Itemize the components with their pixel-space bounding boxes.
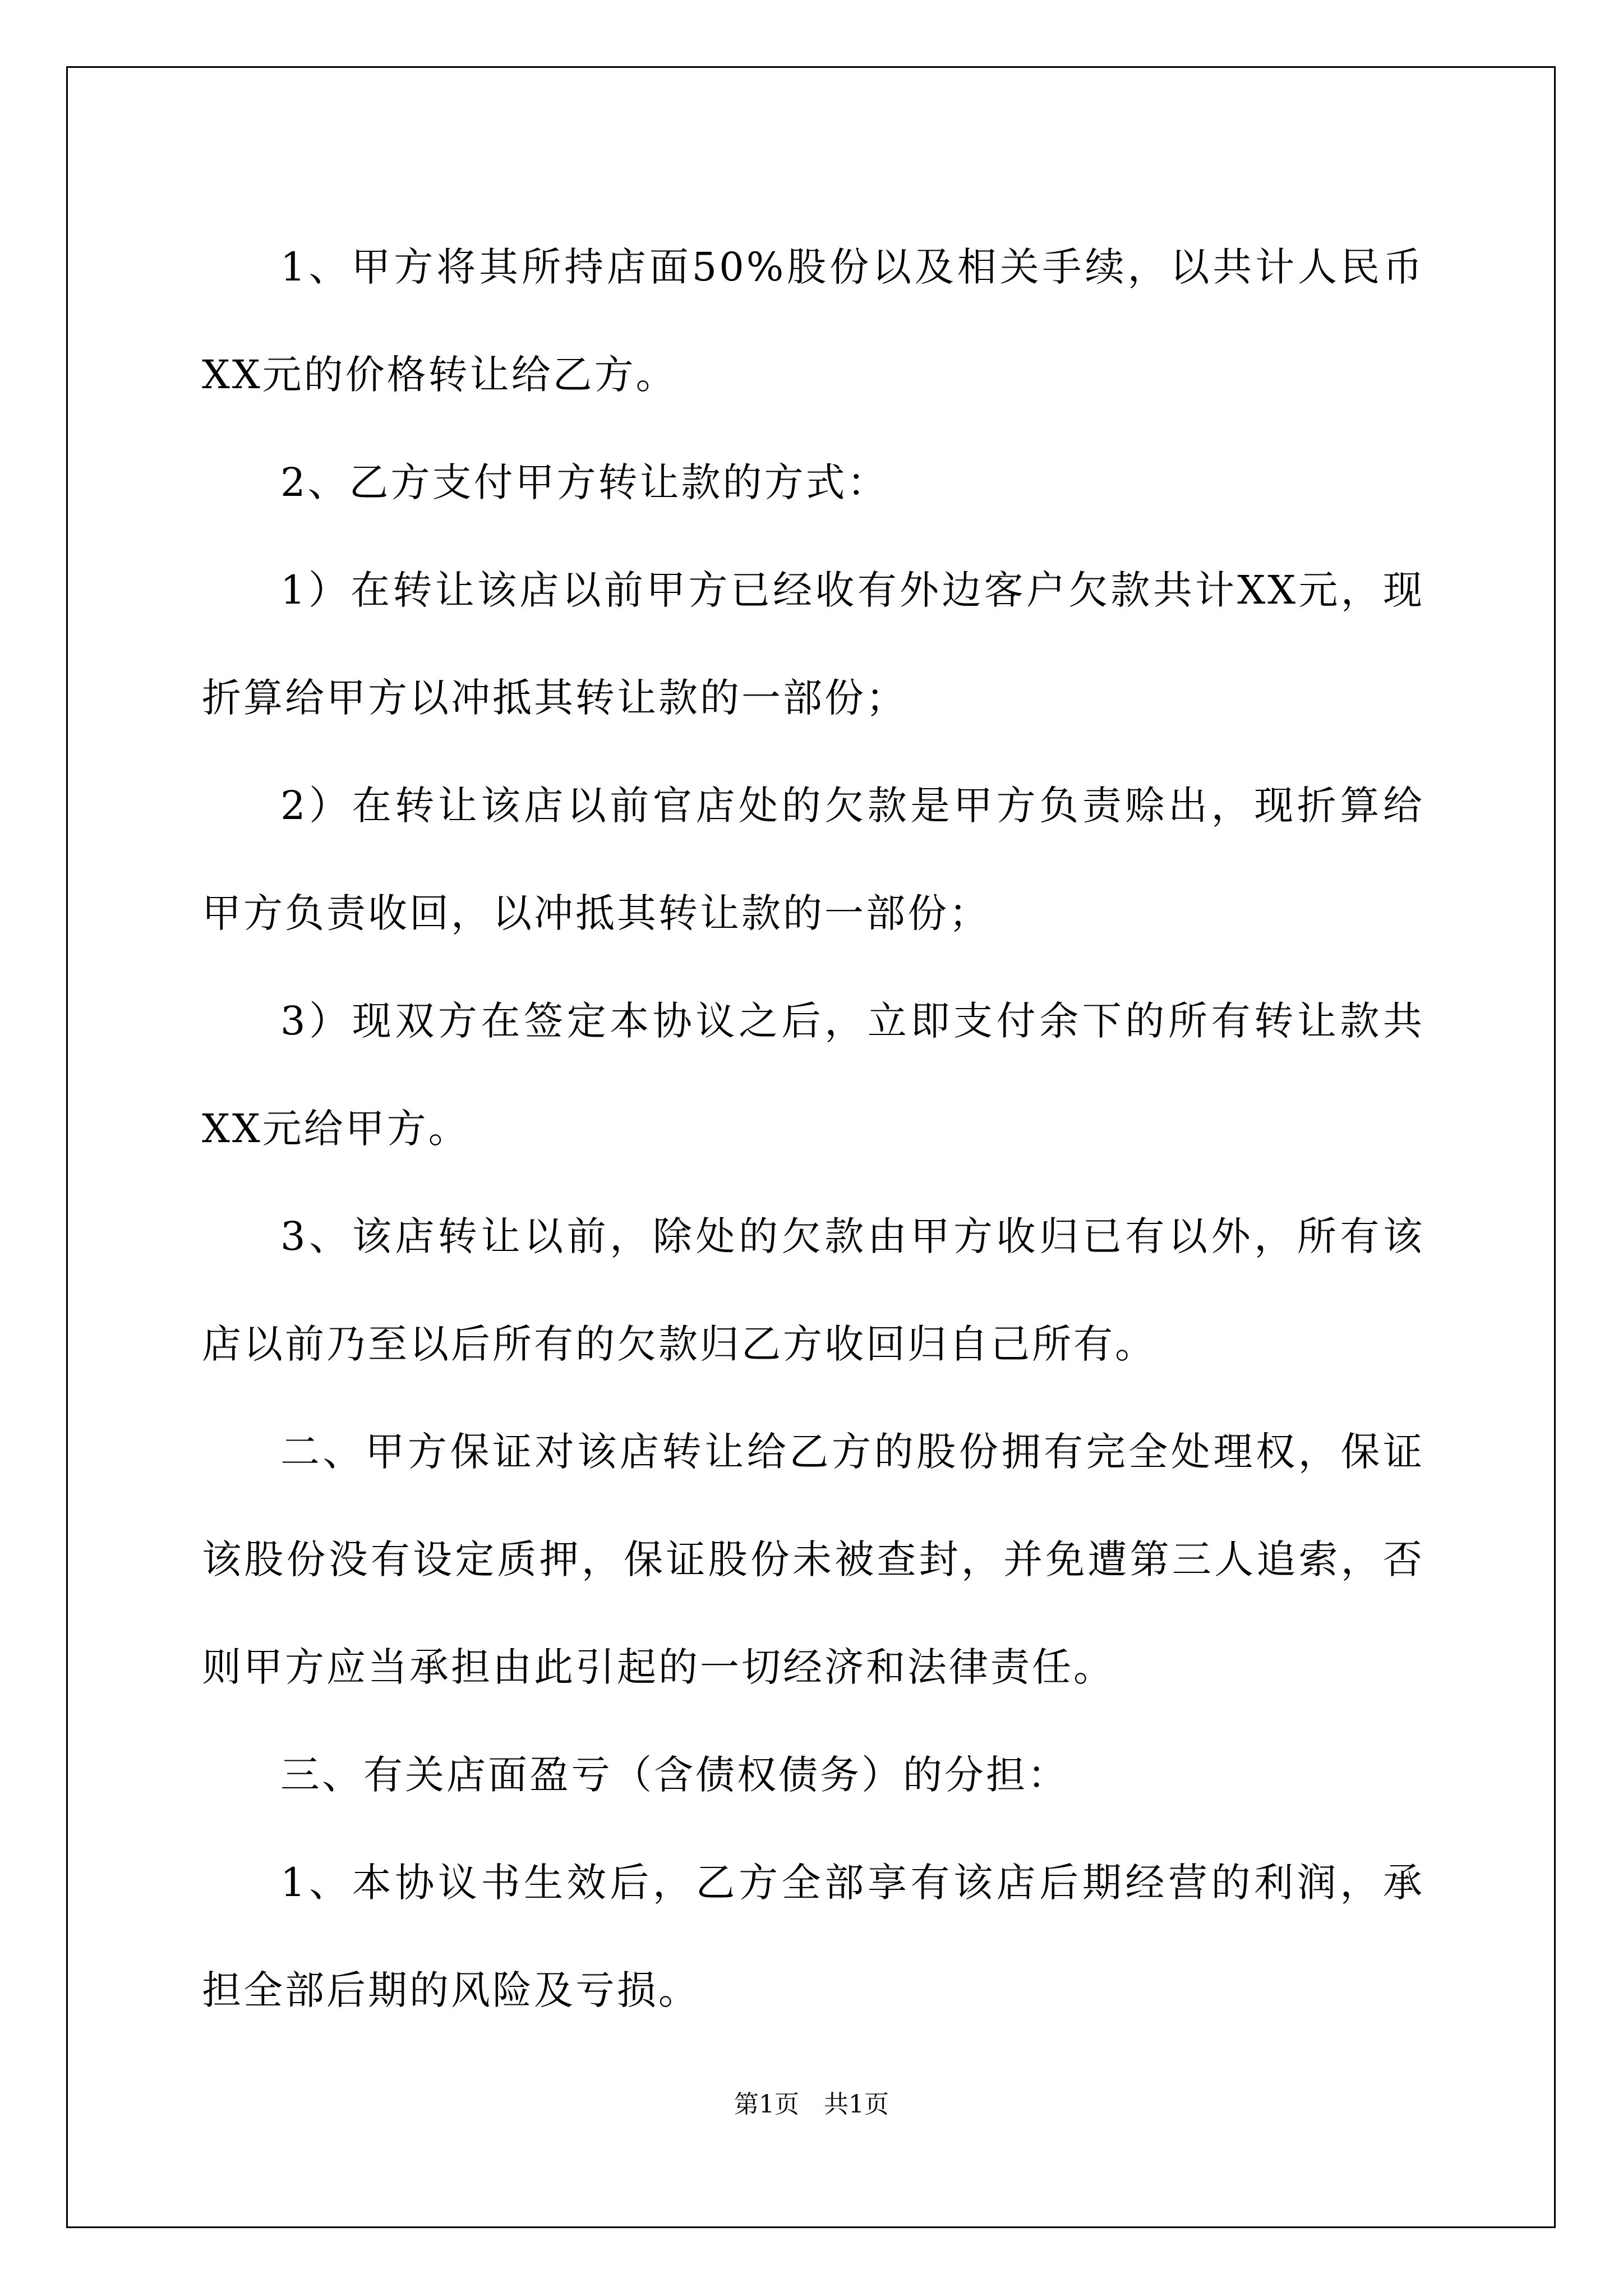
paragraph-3: 1）在转让该店以前甲方已经收有外边客户欠款共计XX元，现折算给甲方以冲抵其转让款的一部份；: [202, 567, 1424, 721]
page-number-footer: 第1页 共1页: [734, 2090, 889, 2119]
paragraph-5: 3）现双方在签定本协议之后，立即支付余下的所有转让款共XX元给甲方。: [202, 998, 1424, 1152]
paragraph-6: 3、该店转让以前，除处的欠款由甲方收归已有以外，所有该店以前乃至以后所有的欠款归乙方收回归自己所有。: [202, 1213, 1424, 1367]
paragraph-7: 二、甲方保证对该店转让给乙方的股份拥有完全处理权，保证该股份没有设定质押，保证股份未被查封，并免遭第三人追索，否则甲方应当承担由此引起的一切经济和法律责任。: [202, 1429, 1424, 1690]
paragraph-4: 2）在转让该店以前官店处的欠款是甲方负责赊出，现折算给甲方负责收回，以冲抵其转让款的一部份；: [202, 783, 1424, 936]
document-body: [202, 213, 1424, 2044]
paragraph-2: 2、乙方支付甲方转让款的方式：: [280, 459, 889, 505]
paragraph-9: 1、本协议书生效后，乙方全部享有该店后期经营的利润，承担全部后期的风险及亏损。: [202, 1860, 1424, 2013]
paragraph-8: 三、有关店面盈亏（含债权债务）的分担：: [280, 1752, 1069, 1798]
paragraph-1: 1、甲方将其所持店面50%股份以及相关手续，以共计人民币XX元的价格转让给乙方。: [202, 244, 1424, 398]
